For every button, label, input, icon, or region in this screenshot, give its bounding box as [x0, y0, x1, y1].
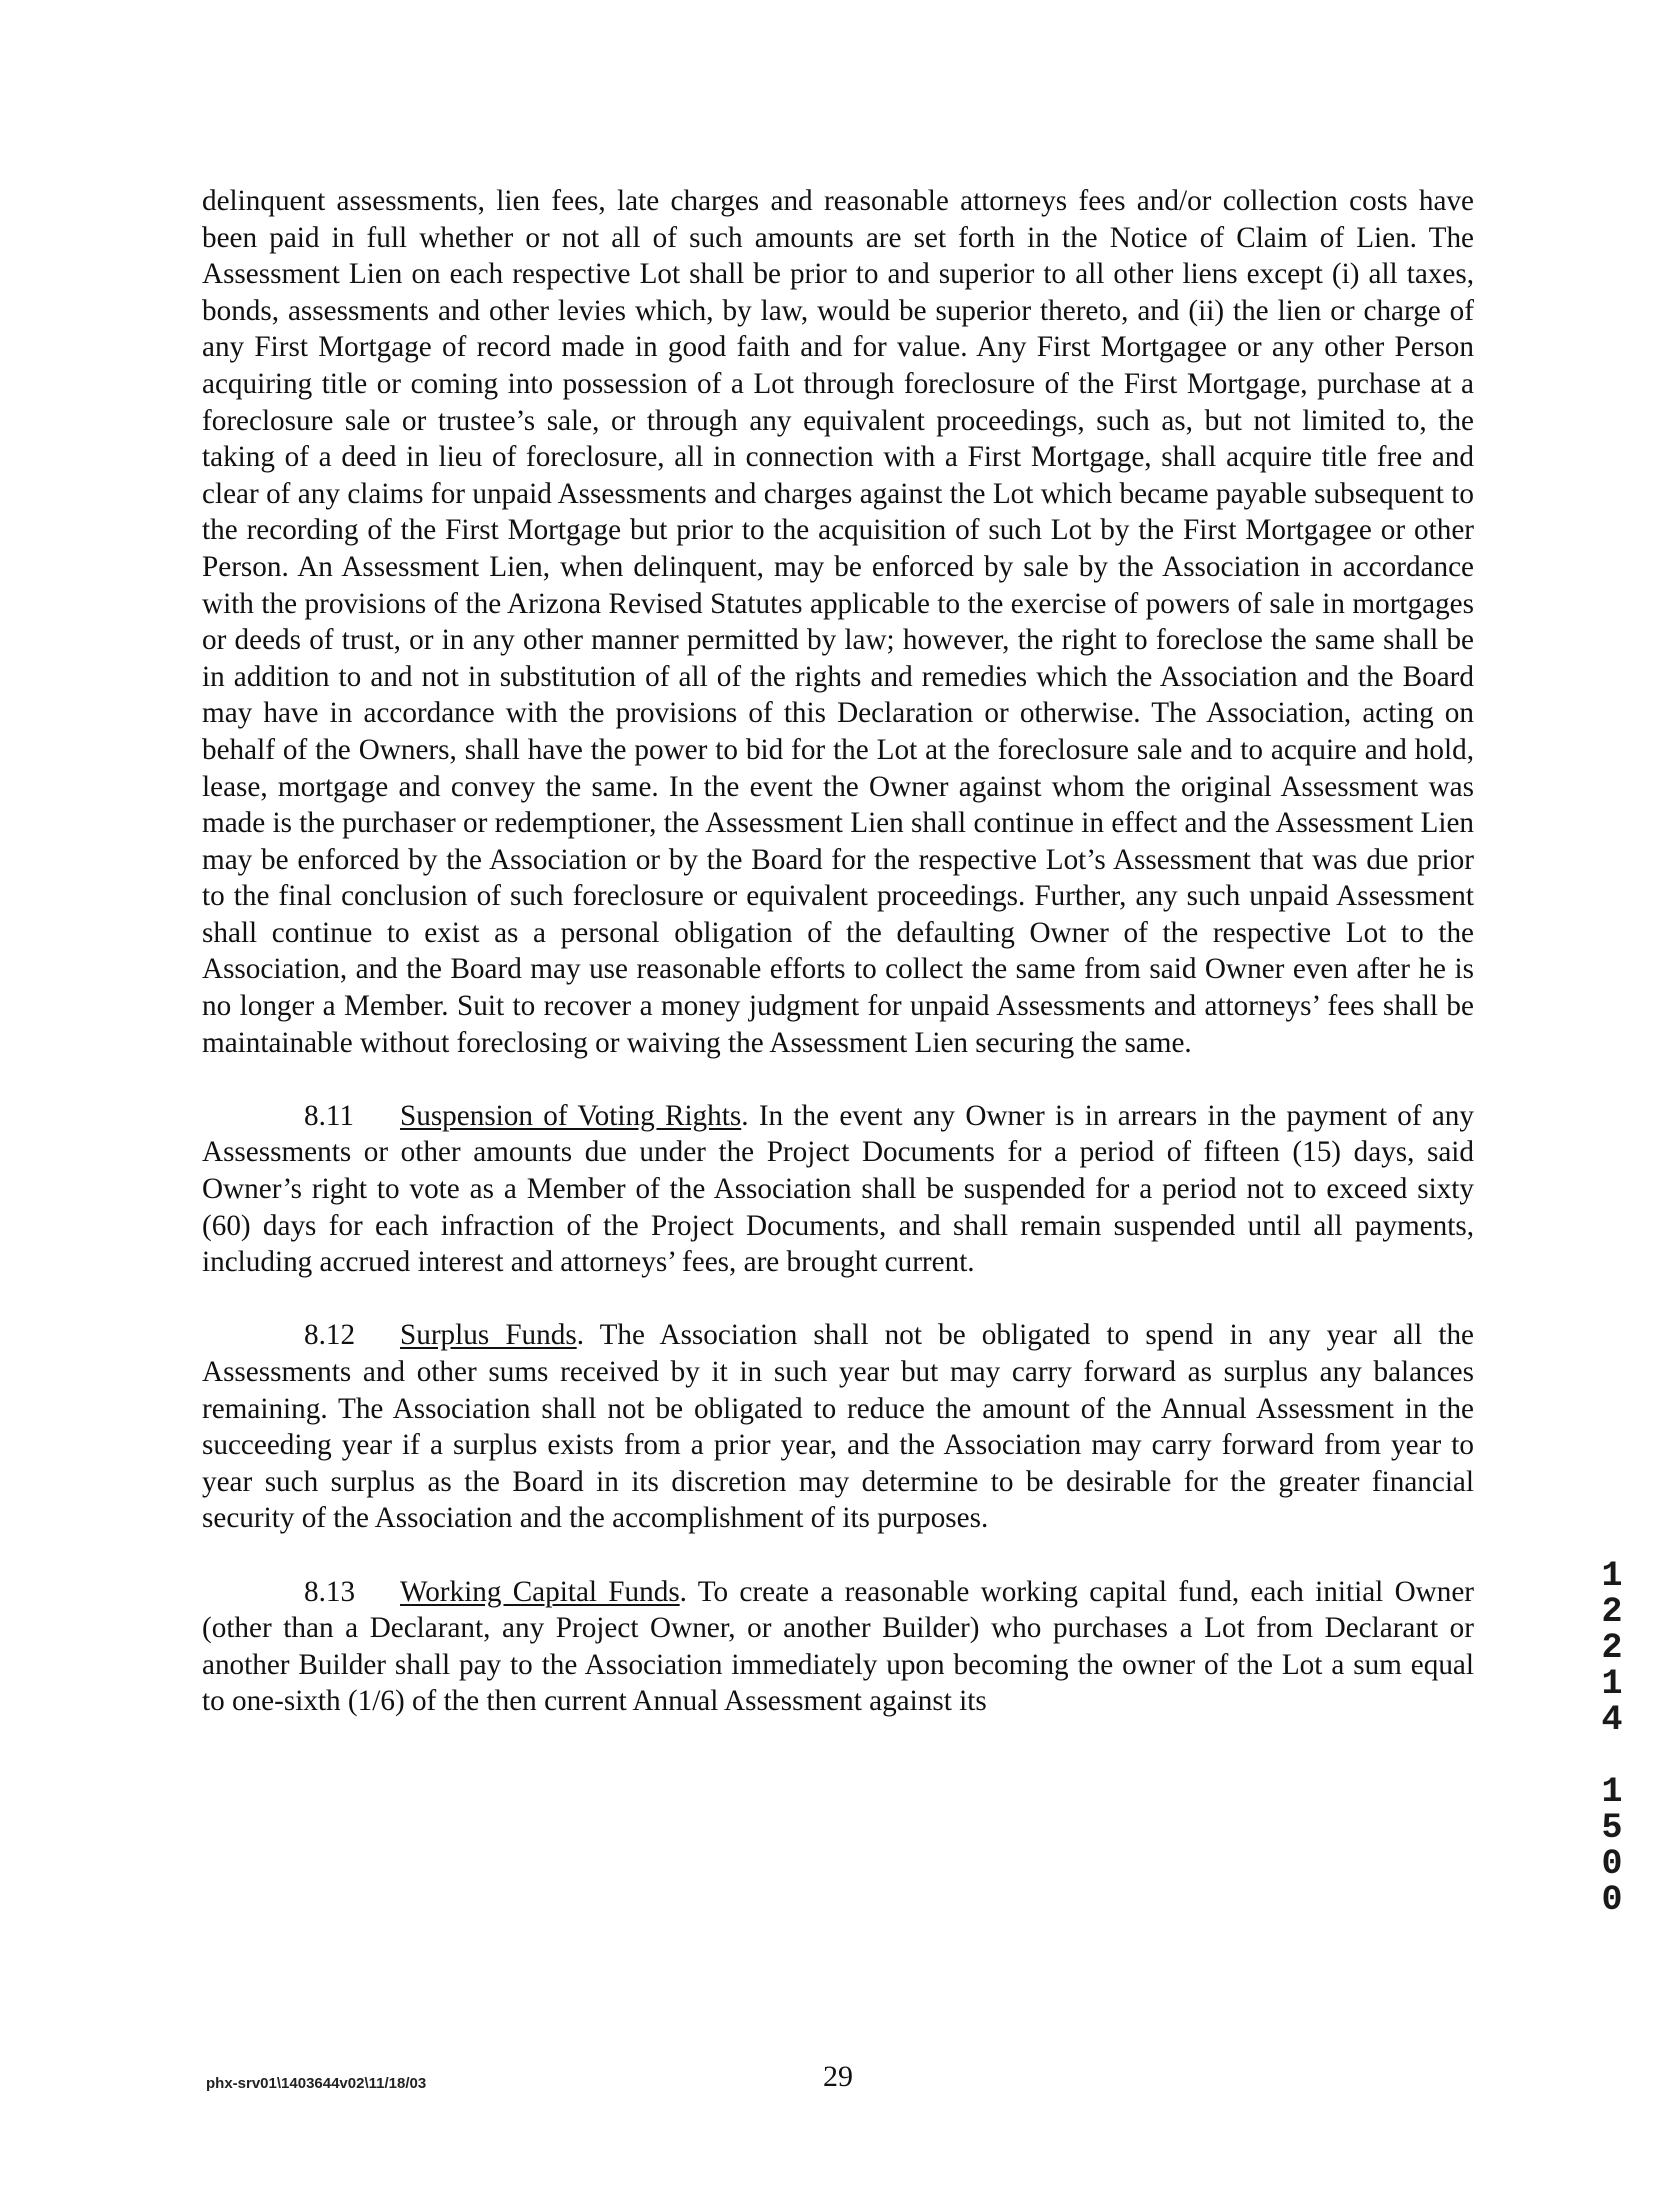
section-title: Working Capital Funds — [400, 1575, 680, 1608]
section-number: 8.13 — [304, 1575, 356, 1608]
recording-stamp — [1592, 1558, 1632, 1918]
section-number: 8.11 — [304, 1099, 354, 1132]
stamp-digit: 1 — [1601, 1664, 1623, 1704]
stamp-digit: 2 — [1601, 1592, 1623, 1632]
section-8-13 — [202, 1574, 1474, 1720]
section-8-11 — [202, 1098, 1474, 1281]
stamp-digit: 0 — [1601, 1880, 1623, 1920]
footer-document-id: phx-srv01\1403644v02\11/18/03 — [206, 2075, 427, 2092]
stamp-digit: 2 — [1601, 1628, 1623, 1668]
section-text: . To create a reasonable working capital fund, each initial Owner (other than a Declarant, any Project Owner, or another Builder) who purchases a Lot from Declarant or another Builder shall pay to the Association immediately upon becoming the owner of the Lot a sum equal to one-sixth (1/6) of the then current Annual Assessment against its — [202, 1575, 1474, 1718]
stamp-digit: 0 — [1601, 1844, 1623, 1884]
document-body — [202, 183, 1474, 1757]
section-8-12 — [202, 1317, 1474, 1537]
stamp-digit: 1 — [1601, 1556, 1623, 1596]
page-number: 29 — [823, 2060, 853, 2093]
section-title: Surplus Funds — [400, 1319, 577, 1352]
section-text: . In the event any Owner is in arrears in the payment of any Assessments or other amounts due under the Project Documents for a period of fifteen (15) days, said Owner’s right to vote as a Member of the Association shall be suspended for a period not to exceed sixty (60) days for each infraction of the Project Documents, and shall remain suspended until all payments, including accrued interest and attorneys’ fees, are brought current. — [202, 1099, 1474, 1279]
stamp-digit: 5 — [1601, 1808, 1623, 1848]
stamp-gap — [1592, 1738, 1632, 1774]
section-title: Suspension of Voting Rights — [400, 1099, 742, 1132]
section-text: . The Association shall not be obligated to spend in any year all the Assessments and other sums received by it in such year but may carry forward as surplus any balances remaining. The Association shall not be obligated to reduce the amount of the Annual Assessment in the succeeding year if a surplus exists from a prior year, and the Association may carry forward from year to year such surplus as the Board in its discretion may determine to be desirable for the greater financial security of the Association and the accomplishment of its purposes. — [202, 1319, 1474, 1535]
section-number: 8.12 — [304, 1319, 356, 1352]
continuation-paragraph: delinquent assessments, lien fees, late charges and reasonable attorneys fees and/or collection costs have been paid in full whether or not all of such amounts are set forth in the Notice of Claim of Lien. The Assessment Lien on each respective Lot shall be prior to and superior to all other liens except (i) all taxes, bonds, assessments and other levies which, by law, would be superior thereto, and (ii) the lien or charge of any First Mortgage of record made in good faith and for value. Any First Mortgagee or any other Person acquiring title or coming into possession of a Lot through foreclosure of the First Mortgage, purchase at a foreclosure sale or trustee’s sale, or through any equivalent proceedings, such as, but not limited to, the taking of a deed in lieu of foreclosure, all in connection with a First Mortgage, shall acquire title free and clear of any claims for unpaid Assessments and charges against the Lot which became payable subsequent to the recording of the First Mortgage but prior to the acquisition of such Lot by the First Mortgagee or other Person. An Assessment Lien, when delinquent, may be enforced by sale by the Association in accordance with the provisions of the Arizona Revised Statutes applicable to the exercise of powers of sale in mortgages or deeds of trust, or in any other manner permitted by law; however, the right to foreclose the same shall be in addition to and not in substitution of all of the rights and remedies which the Association and the Board may have in accordance with the provisions of this Declaration or otherwise. The Association, acting on behalf of the Owners, shall have the power to bid for the Lot at the foreclosure sale and to acquire and hold, lease, mortgage and convey the same. In the event the Owner against whom the original Assessment was made is the purchaser or redemptioner, the Assessment Lien shall continue in effect and the Assessment Lien may be enforced by the Association or by the Board for the respective Lot’s Assessment that was due prior to the final conclusion of such foreclosure or equivalent proceedings. Further, any such unpaid Assessment shall continue to exist as a personal obligation of the defaulting Owner of the respective Lot to the Association, and the Board may use reasonable efforts to collect the same from said Owner even after he is no longer a Member. Suit to recover a money judgment for unpaid Assessments and attorneys’ fees shall be maintainable without foreclosing or waiving the Assessment Lien securing the same. — [202, 185, 1474, 1059]
stamp-digit: 4 — [1601, 1700, 1623, 1740]
stamp-digit: 1 — [1601, 1772, 1623, 1812]
